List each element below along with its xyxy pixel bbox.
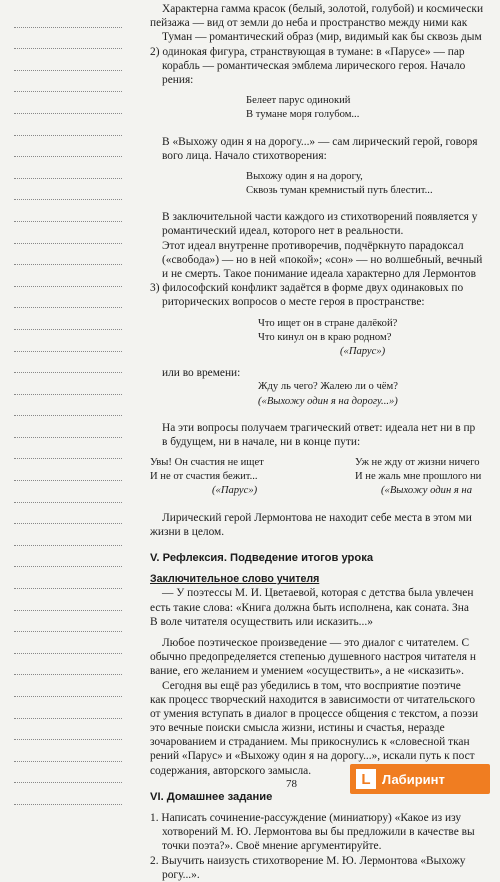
subsection-heading: Заключительное слово учителя: [150, 573, 320, 586]
note-line: [14, 352, 122, 374]
text-line: как процесс творческий находится в зависимости от читательского: [150, 693, 476, 706]
text-line: Этот идеал внутренне противоречив, подчёркнуто парадоксал: [162, 239, 464, 252]
verse-line: И не жаль мне прошлого ни: [355, 471, 482, 483]
note-line: [14, 6, 122, 28]
text-line: вание, его желанием и умением «осуществить», а не «исказить».: [150, 665, 465, 678]
note-line: [14, 308, 122, 330]
text-line: хотворений М. Ю. Лермонтова вы бы предложили в качестве вы: [162, 826, 475, 839]
note-line: [14, 244, 122, 266]
note-line: [14, 783, 122, 805]
text-line: корабль — романтическая эмблема лирического героя. Начало: [162, 59, 466, 72]
text-line: пейзажа — вид от земли до неба и пространство между ними как: [150, 17, 468, 30]
note-line: [14, 546, 122, 568]
text-line: есть такие слова: «Книга должна быть исполнена, как соната. Зна: [150, 601, 469, 614]
note-line: [14, 330, 122, 352]
text-line: — У поэтессы М. И. Цветаевой, которая с детства была увлечен: [162, 587, 474, 600]
text-line: 1. Написать сочинение-рассуждение (миниатюру) «Какое из изу: [150, 812, 462, 824]
note-line: [14, 157, 122, 179]
verse-source: («Парус»): [340, 345, 386, 357]
verse-source: («Парус»): [212, 485, 258, 497]
note-lines: [14, 6, 122, 805]
text-line: Характерна гамма красок (белый, золотой, голубой) и космически: [162, 3, 484, 15]
note-line: [14, 481, 122, 503]
text-line: Туман — романтический образ (мир, видимый как бы сквозь дым: [162, 31, 482, 44]
note-line: [14, 697, 122, 719]
note-line: [14, 762, 122, 784]
note-line: [14, 395, 122, 417]
note-line: [14, 92, 122, 114]
verse-line: Белеет парус одинокий: [246, 95, 351, 107]
text-line: Сегодня вы ещё раз убедились в том, что восприятие поэтиче: [162, 679, 461, 692]
text-line: 3) философский конфликт задаётся в форме двух одинаковых по: [150, 282, 464, 295]
note-line: [14, 71, 122, 93]
note-line: [14, 675, 122, 697]
text-line: («свобода») — но в ней «покой»; «сон» — но волшебный, вечный: [162, 253, 483, 266]
verse-source: («Выхожу один я на дорогу...»): [258, 395, 398, 407]
labirint-l-icon: L: [356, 769, 376, 789]
note-line: [14, 740, 122, 762]
text-line: рогу...».: [162, 868, 200, 881]
text-line: рения:: [162, 73, 194, 86]
note-line: [14, 265, 122, 287]
text-line: или во времени:: [162, 367, 241, 380]
text-line: от умения вступать в диалог в процессе общения с текстом, а поэзи: [150, 707, 479, 720]
note-line: [14, 719, 122, 741]
note-line: [14, 373, 122, 395]
text-line: романтический идеал, которого нет в реальности.: [162, 225, 404, 238]
text-line: зочарованием и страданием. Мы прикоснулись к «словесной ткан: [150, 736, 470, 749]
text-line: точки поэта?». Своё мнение аргументируйте.: [162, 840, 382, 853]
verse-pair: [150, 456, 500, 470]
note-line: [14, 632, 122, 654]
note-line: [14, 611, 122, 633]
note-line: [14, 114, 122, 136]
text-line: содержания, авторского замысла.: [150, 764, 312, 777]
note-line: [14, 222, 122, 244]
note-line: [14, 438, 122, 460]
text-line: риторических вопросов о месте героя в пространстве:: [162, 296, 425, 309]
verse-line: Уж не жду от жизни ничего: [355, 457, 480, 469]
note-line: [14, 524, 122, 546]
note-line: [14, 136, 122, 158]
note-line: [14, 567, 122, 589]
text-line: в будущем, ни в начале, ни в конце пути:: [162, 435, 361, 448]
labirint-logo: [350, 764, 490, 794]
verse-source: («Выхожу один я на: [381, 485, 472, 497]
verse-line: В тумане моря голубом...: [246, 109, 360, 121]
text-line: На эти вопросы получаем трагический ответ: идеала нет ни в пр: [162, 421, 476, 434]
verse-line: Выхожу один я на дорогу,: [246, 170, 363, 182]
text-line: вого лица. Начало стихотворения:: [162, 149, 327, 162]
text-line: В воле читателя осуществить или исказить...»: [150, 615, 373, 628]
text-line: обычно предопределяется степенью душевного настроя читателя н: [150, 651, 476, 664]
text-line: жизни в целом.: [150, 525, 225, 538]
note-line: [14, 287, 122, 309]
logo-text: Лабиринт: [382, 771, 445, 787]
note-line: [14, 654, 122, 676]
note-line: [14, 589, 122, 611]
page-number: 78: [286, 778, 297, 790]
note-line: [14, 49, 122, 71]
verse-line: Увы! Он счастия не ищет: [150, 457, 264, 469]
note-line: [14, 503, 122, 525]
text-line: и не смерть. Такое понимание идеала характерно для Лермонтов: [162, 268, 476, 280]
note-line: [14, 179, 122, 201]
note-line: [14, 416, 122, 438]
text-line: В «Выхожу один я на дорогу...» — сам лирический герой, говоря: [162, 135, 478, 148]
verse-line: Что кинул он в краю родном?: [258, 331, 392, 343]
verse-line: Что ищет он в стране далёкой?: [258, 317, 398, 329]
verse-line: Жду ль чего? Жалею ли о чём?: [258, 381, 398, 393]
verse-pair: [150, 470, 500, 484]
note-line: [14, 200, 122, 222]
text-line: 2. Выучить наизусть стихотворение М. Ю. Лермонтова «Выхожу: [150, 854, 466, 867]
page-text: [150, 2, 500, 882]
section-heading: VI. Домашнее задание: [150, 790, 273, 803]
text-line: В заключительной части каждого из стихотворений появляется у: [162, 211, 478, 224]
text-line: Любое поэтическое произведение — это диалог с читателем. С: [162, 636, 470, 649]
text-line: рений «Парус» и «Выхожу один я на дорогу...», искали путь к пост: [150, 750, 475, 763]
text-line: 2) одинокая фигура, странствующая в тумане: в «Парусе» — пар: [150, 45, 465, 58]
verse-pair: [150, 484, 500, 498]
note-line: [14, 28, 122, 50]
text-line: это вечные поиски смысла жизни, истины и счастья, неразде: [150, 722, 445, 735]
text-line: Лирический герой Лермонтова не находит себе места в этом ми: [162, 511, 472, 524]
note-line: [14, 459, 122, 481]
verse-line: Сквозь туман кремнистый путь блестит...: [246, 185, 433, 197]
section-heading: V. Рефлексия. Подведение итогов урока: [150, 552, 374, 564]
verse-line: И не от счастия бежит...: [150, 471, 258, 483]
